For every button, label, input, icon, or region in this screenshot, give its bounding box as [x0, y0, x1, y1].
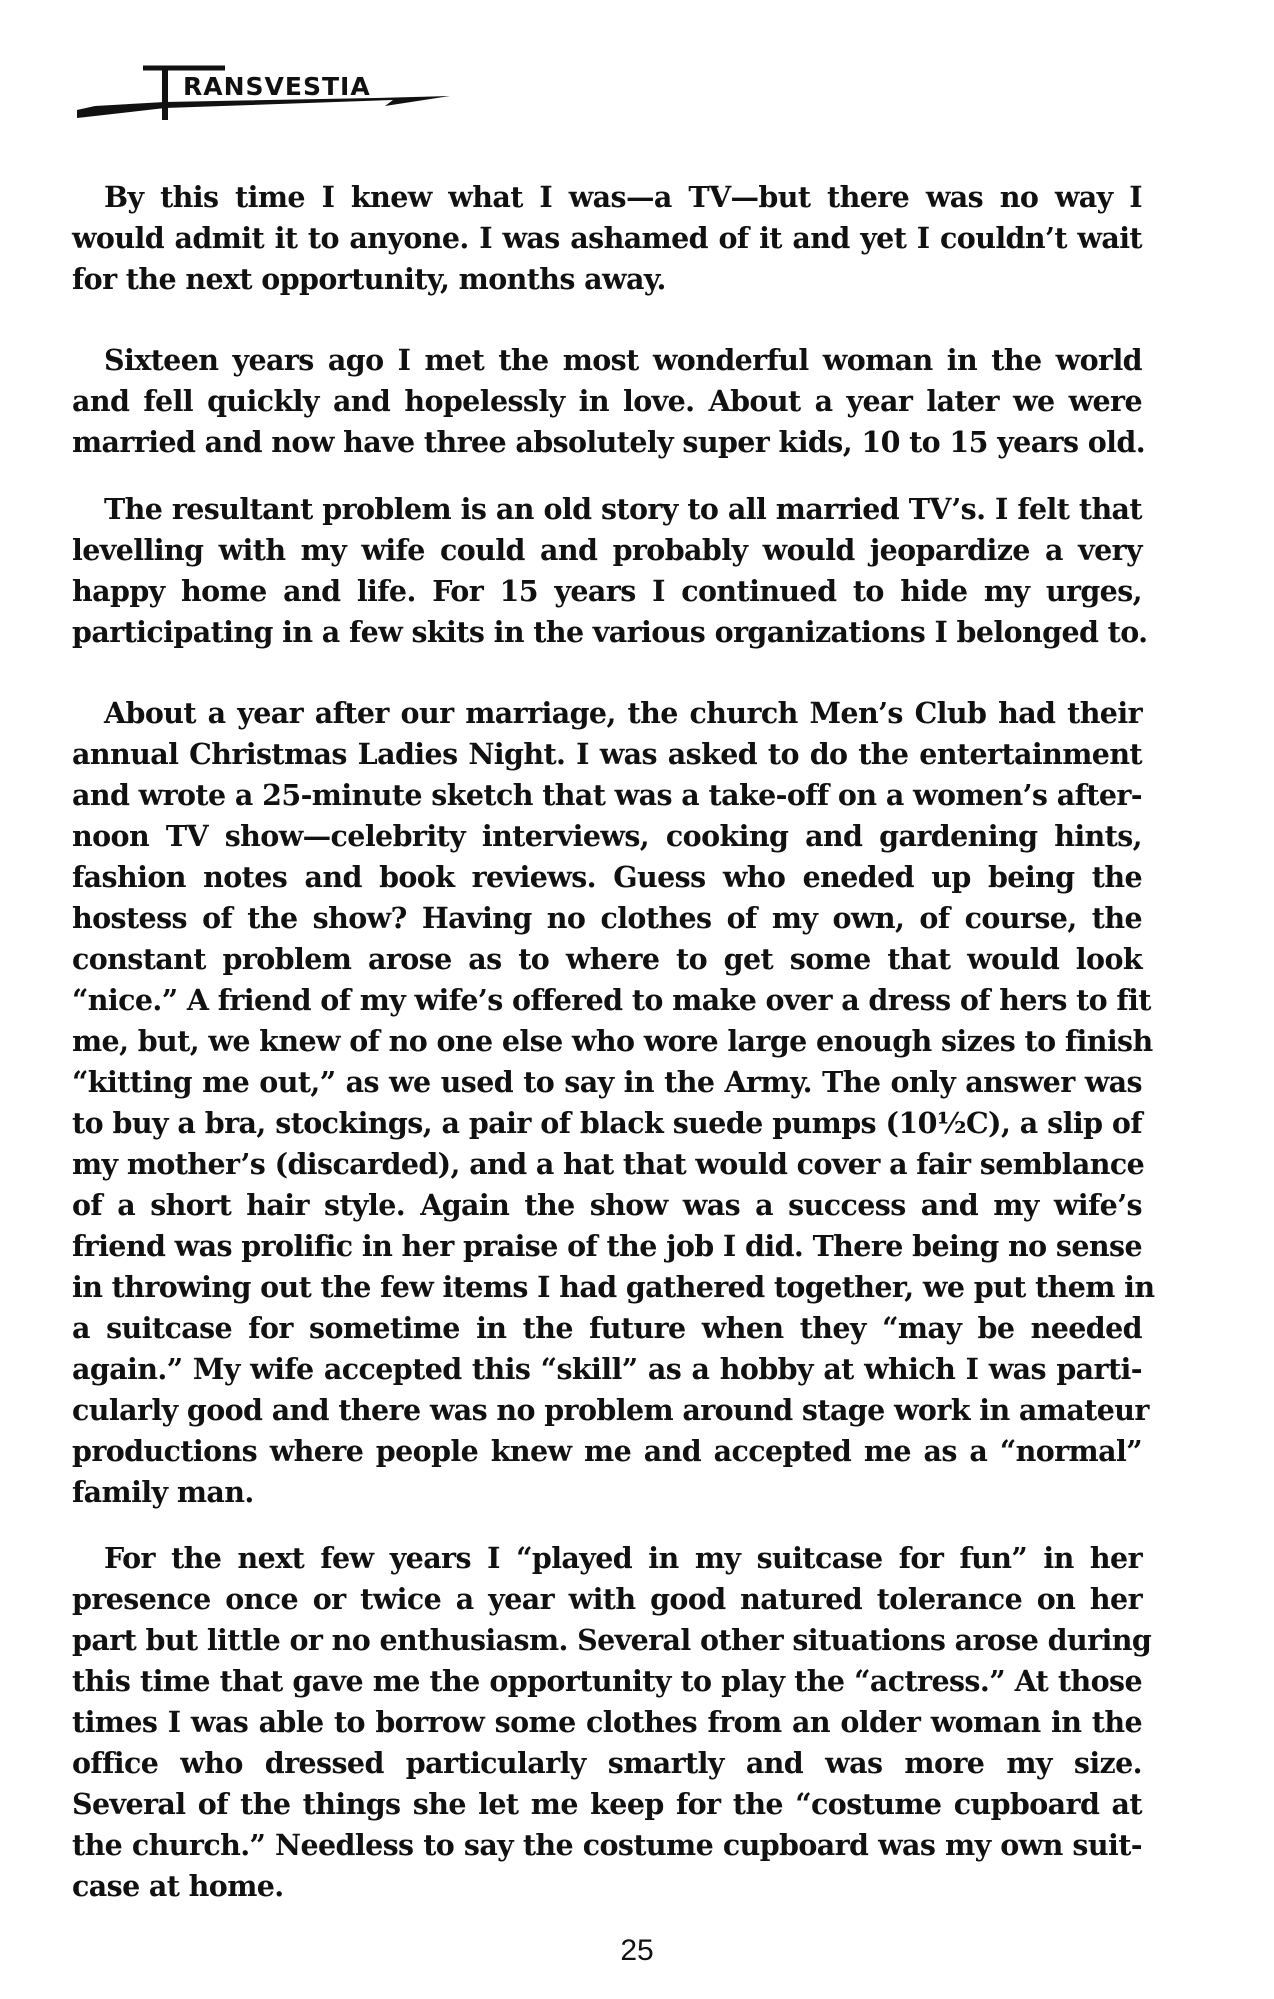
- text-line: For the next few years I “played in my suitcase for fun” in her: [104, 1541, 1142, 1575]
- text-line: the church.” Needless to say the costume cupboard was my own suit-: [72, 1828, 1142, 1862]
- text-line: and fell quickly and hopelessly in love. About a year later we were: [72, 384, 1142, 418]
- text-line: again.” My wife accepted this “skill” as a hobby at which I was parti-: [72, 1352, 1142, 1386]
- text-line: About a year after our marriage, the church Men’s Club had their: [104, 696, 1142, 730]
- text-line: fashion notes and book reviews. Guess who eneded up being the: [72, 860, 1142, 894]
- text-line: Several of the things she let me keep for the “costume cupboard at: [72, 1787, 1142, 1821]
- text-line: presence once or twice a year with good natured tolerance on her: [72, 1582, 1142, 1616]
- text-line: family man.: [72, 1475, 254, 1509]
- text-line: levelling with my wife could and probably would jeopardize a very: [72, 533, 1142, 567]
- text-line: and wrote a 25-minute sketch that was a take-off on a women’s after-: [72, 778, 1142, 812]
- text-line: this time that gave me the opportunity to play the “actress.” At those: [72, 1664, 1142, 1698]
- text-line: “kitting me out,” as we used to say in the Army. The only answer was: [72, 1065, 1142, 1099]
- text-line: me, but, we knew of no one else who wore large enough sizes to finish: [72, 1024, 1153, 1058]
- text-line: for the next opportunity, months away.: [72, 262, 666, 296]
- text-line: hostess of the show? Having no clothes of my own, of course, the: [72, 901, 1142, 935]
- text-line: “nice.” A friend of my wife’s offered to make over a dress of hers to fit: [72, 983, 1151, 1017]
- text-line: cularly good and there was no problem around stage work in amateur: [72, 1393, 1149, 1427]
- running-header: [75, 62, 455, 124]
- text-line: Sixteen years ago I met the most wonderful woman in the world: [104, 343, 1142, 377]
- text-line: case at home.: [72, 1869, 284, 1903]
- text-line: The resultant problem is an old story to all married TV’s. I felt that: [104, 492, 1142, 526]
- text-line: By this time I knew what I was—a TV—but there was no way I: [104, 180, 1142, 214]
- text-line: to buy a bra, stockings, a pair of black suede pumps (10½C), a slip of: [72, 1106, 1142, 1140]
- text-line: productions where people knew me and accepted me as a “normal”: [72, 1434, 1142, 1468]
- text-line: times I was able to borrow some clothes from an older woman in the: [72, 1705, 1142, 1739]
- text-line: a suitcase for sometime in the future when they “may be needed: [72, 1311, 1142, 1345]
- text-line: annual Christmas Ladies Night. I was asked to do the entertainment: [72, 737, 1142, 771]
- text-line: participating in a few skits in the various organizations I belonged to.: [72, 615, 1148, 649]
- masthead-title: RANSVESTIA: [183, 72, 371, 101]
- text-line: part but little or no enthusiasm. Several other situations arose during: [72, 1623, 1152, 1657]
- text-line: married and now have three absolutely super kids, 10 to 15 years old.: [72, 425, 1146, 459]
- text-line: in throwing out the few items I had gathered together, we put them in: [72, 1270, 1155, 1304]
- text-line: my mother’s (discarded), and a hat that would cover a fair semblance: [72, 1147, 1145, 1181]
- page-number: 25: [620, 1934, 654, 1967]
- text-line: constant problem arose as to where to get some that would look: [72, 942, 1142, 976]
- text-line: happy home and life. For 15 years I continued to hide my urges,: [72, 574, 1142, 608]
- text-line: of a short hair style. Again the show was a success and my wife’s: [72, 1188, 1142, 1222]
- text-line: friend was prolific in her praise of the job I did. There being no sense: [72, 1229, 1142, 1263]
- text-line: office who dressed particularly smartly and was more my size.: [72, 1746, 1142, 1780]
- text-line: noon TV show—celebrity interviews, cooking and gardening hints,: [72, 819, 1142, 853]
- text-line: would admit it to anyone. I was ashamed of it and yet I couldn’t wait: [72, 221, 1142, 255]
